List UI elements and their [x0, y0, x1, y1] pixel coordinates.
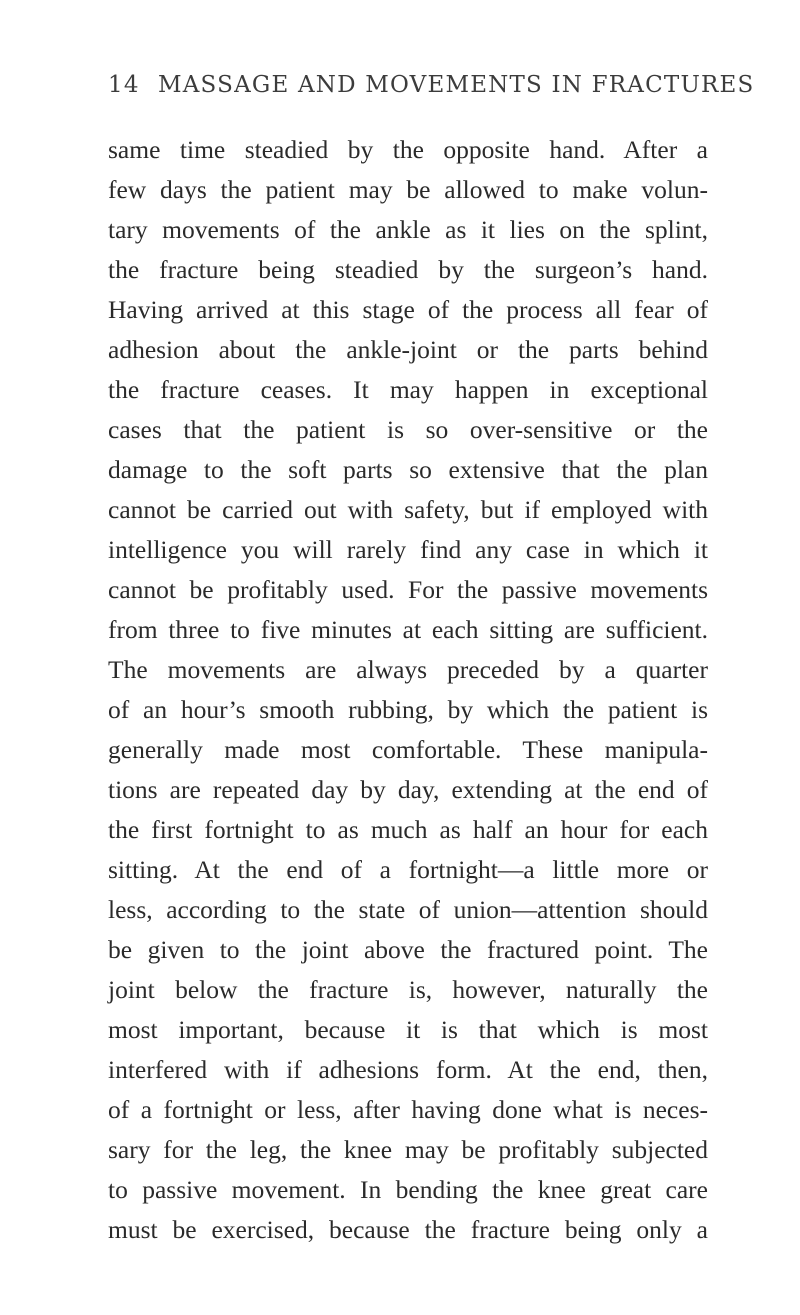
text-line: adhesion about the ankle-joint or the parts behind	[108, 335, 708, 364]
text-line: less, according to the state of union—attention should	[108, 895, 708, 924]
text-line: intelligence you will rarely find any case in which it	[108, 535, 708, 564]
text-line: tary movements of the ankle as it lies on the splint,	[108, 215, 708, 244]
text-line: few days the patient may be allowed to make volun-	[108, 175, 708, 204]
text-line: joint below the fracture is, however, naturally the	[108, 975, 708, 1004]
text-line: the fracture being steadied by the surgeon’s hand.	[108, 255, 708, 284]
text-line: same time steadied by the opposite hand. After a	[108, 135, 708, 164]
text-line: The movements are always preceded by a quarter	[108, 655, 708, 684]
text-line: generally made most comfortable. These manipula-	[108, 735, 708, 764]
text-line: most important, because it is that which is most	[108, 1015, 708, 1044]
text-line: be given to the joint above the fractured point. The	[108, 935, 708, 964]
text-line: from three to five minutes at each sitting are sufficient.	[108, 615, 708, 644]
text-line: the first fortnight to as much as half an hour for each	[108, 815, 708, 844]
text-line: damage to the soft parts so extensive that the plan	[108, 455, 708, 484]
text-line: sitting. At the end of a fortnight—a little more or	[108, 855, 708, 884]
text-line: sary for the leg, the knee may be profitably subjected	[108, 1135, 708, 1164]
text-line: cannot be carried out with safety, but if employed with	[108, 495, 708, 524]
text-line: cases that the patient is so over-sensitive or the	[108, 415, 708, 444]
text-line: tions are repeated day by day, extending at the end of	[108, 775, 708, 804]
running-head	[108, 72, 755, 112]
text-line: must be exercised, because the fracture being only a	[108, 1215, 708, 1244]
text-line: interfered with if adhesions form. At the end, then,	[108, 1055, 708, 1084]
body-paragraph	[108, 130, 708, 1250]
text-line: the fracture ceases. It may happen in exceptional	[108, 375, 708, 404]
text-line: cannot be profitably used. For the passive movements	[108, 575, 708, 604]
page-number: 14	[108, 72, 140, 98]
header-title: MASSAGE AND MOVEMENTS IN FRACTURES	[158, 72, 755, 98]
text-line: of a fortnight or less, after having done what is neces-	[108, 1095, 708, 1124]
text-line: of an hour’s smooth rubbing, by which the patient is	[108, 695, 708, 724]
text-line: Having arrived at this stage of the process all fear of	[108, 295, 708, 324]
text-line: to passive movement. In bending the knee great care	[108, 1175, 708, 1204]
